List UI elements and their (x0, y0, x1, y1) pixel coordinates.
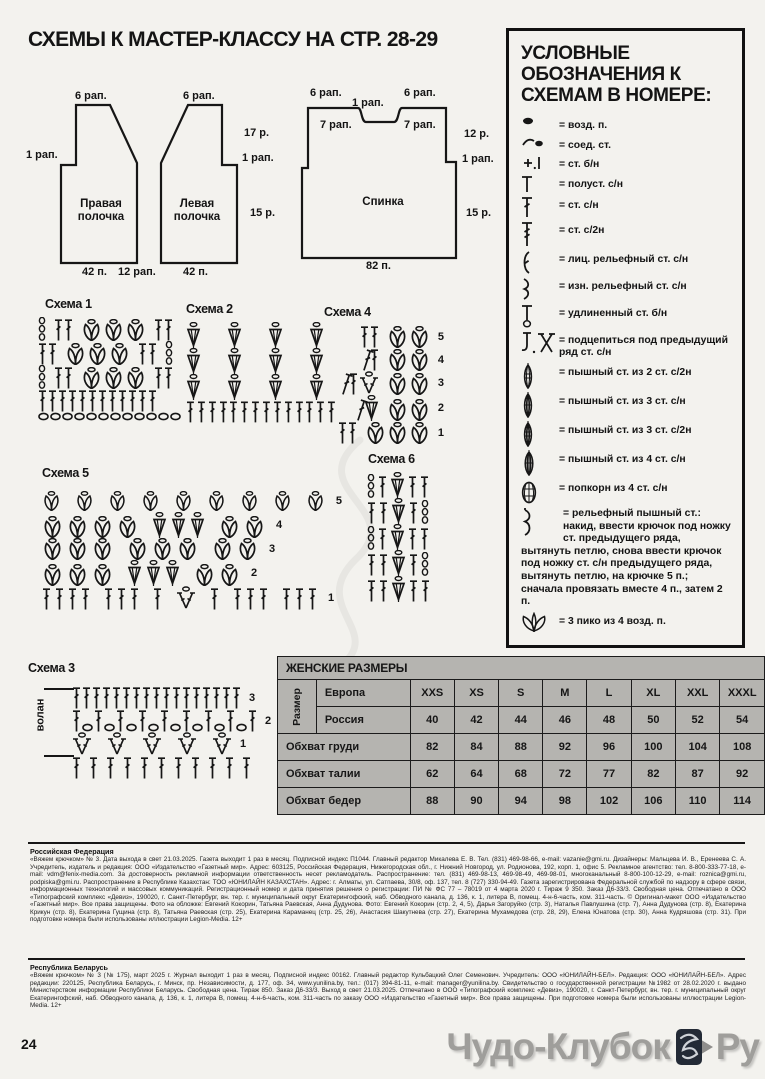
measure-label: 1 рап. (26, 149, 58, 161)
measure-label: 15 р. (250, 207, 276, 219)
size-cell: 102 (587, 788, 631, 815)
footer-by-text: «Вяжем крючком» № 3 (№ 175), март 2025 г. Журнал выходит 1 раз в месяц. Подписной индекс 00162. Главный редактор Кульбацкий Олег Семенович. Учредитель: ООО «ЮНИЛАЙН-БЕЛ». Редакция: ООО «ЮНИЛАЙН-БЕЛ». Адрес редакции: 220125, Республика Беларусь, г. Минск, пр. Независимости, д. 177, оф. 34, www.yunilina.by, тел.: (017) 394-81-11, e-mail: manager@yunilina.by. Свидетельство о государственной регистрации №1982 от 28.02.2020 г. выдано Министерством информации Республики Беларусь. Свободная цена. Тираж 850. Заказ Д6-33/3. Выход в свет 21.03.2025. Отпечатано в ООО «Типографский комплекс «Девиз», 190020, г. Санкт-Петербург, вн. тер. г. муниципальный округ Екатерингофский, наб. Обводного канала, д. 136, к. 1, литера В, помещ. 4-н-6-часть, ком. 311-часть по заказу ООО «Издательство «Газетный мир». Все права защищены. При подготовке номера были использованы иллюстрации Legion-Media. 12+ (30, 972, 746, 1009)
under-icon (521, 331, 559, 355)
size-cell: S (499, 680, 543, 707)
size-cell: XXL (675, 680, 719, 707)
measure-label: 7 рап. (320, 119, 352, 131)
size-cell: 82 (631, 761, 675, 788)
footer-rf-text: «Вяжем крючком» № 3. Дата выхода в свет 21.03.2025. Газета выходит 1 раз в месяц. Подписной индекс П1044. Главный редактор Микалева Е. В. Тел. (831) 469-98-66, e-mail: vazanie@gmi.ru. Дизайнеры: Мальцева И. В., Еренеева С. А. Учредитель, издатель и редакция: ООО «Издательство «Газетный мир». Адрес: 603125, Российская Федерация, Нижегородская обл., г. Нижний Новгород, ул. Родионова, 192, корп. 1, офис 5. Рекламное агентство: тел. 8-800-333-77-18, e-mail: vdm@fenix-media.com. За достоверность рекламной информации ответственность несет рекламодатель. Распространение: тел. (831) 469-98-13, 469-98-49, 469-98-01, многоканальный 8-800-100-12-29, e-mail: roznica@gmi.ru, podpiska@gmi.ru. Распространение в Республике Казахстан: ТОО «ЮНИЛАЙН КАЗАХСТАН». Адрес: г. Алматы, ул. Сатпаева, 30/8, оф. 137, тел. 8 (727) 330-94-49. Газета зарегистрирована Федеральной службой по надзору в сфере связи, информационных технологий и массовых коммуникаций. Регистрационный номер и дата принятия решения о регистрации: ПИ № ФС 77 – 78019 от 4 марта 2020 г. Тираж 9 350. Заказ Д6-33/3. Свободная цена. Отпечатано в ООО «Типографский комплекс «Девиз», 190020, г. Санкт-Петербург, вн. тер. г. муниципальный округ Екатерингофский, наб. Обводного канала, д. 136, к. 1, литера В, помещ. 4-н-6-часть, ком. 311-часть. © Оригинал-макет ООО «Издательство «Газетный мир». Все права защищены. Фото на обложке: Евгений Кокорин, Татьяна Раевская, Анна Дудунова. Фото: Евгений Кокорин (стр. 2, 4, 5), Дарья Загоруйко (стр. 3), Наталья Павлушина (стр. 7), Анна Дудунова (стр. 8), Екатерина Крикун (стр. 8), Екатерина Гущина (стр. 8), Татьяна Раевская (стр. 25), Екатерина Караманец (стр. 25, 26), Анастасия Шакутнева (стр. 27), Екатерина Мухамедова (стр. 28, 29), Елена Юнатова (стр. 30), Анна Кудряшова (стр. 31). При подготовке номера были использованы иллюстрации Legion-Media. 12+ (30, 856, 746, 923)
legend-entry-text: = подцепиться под предыдущий ряд ст. с/н (559, 334, 728, 359)
row-number: 1 (328, 592, 335, 604)
row-number: 2 (251, 567, 258, 579)
size-cell: 100 (631, 734, 675, 761)
row-number: 4 (437, 353, 444, 366)
chain-icon (521, 116, 559, 126)
table-corner: Размер (278, 680, 317, 734)
scheme-row (72, 709, 278, 732)
size-cell: 52 (675, 707, 719, 734)
women-sizes-table (277, 656, 765, 815)
scheme-row (72, 686, 278, 709)
size-cell: 110 (675, 788, 719, 815)
size-cell: 54 (720, 707, 765, 734)
size-cell: XL (631, 680, 675, 707)
row-number: 3 (437, 377, 444, 389)
size-cell: 62 (410, 761, 454, 788)
legend-list (521, 116, 732, 632)
size-cell: 114 (720, 788, 765, 815)
footer-rf-header: Российская Федерация (30, 847, 114, 856)
dc-icon (521, 196, 559, 218)
bpdc-icon (521, 277, 559, 301)
row-number: 1 (437, 426, 444, 439)
scheme-3 (28, 661, 278, 779)
legend-title: УСЛОВНЫЕ ОБОЗНАЧЕНИЯ К СХЕМАМ В НОМЕРЕ: (521, 43, 712, 106)
scheme-row (38, 365, 188, 389)
size-cell: 48 (587, 707, 631, 734)
size-cell: 77 (587, 761, 631, 788)
size-cell: XXXL (720, 680, 765, 707)
legend-entry-text: = лиц. рельефный ст. с/н (559, 253, 689, 265)
scheme-row (360, 348, 444, 371)
measure-label: 12 р. (464, 128, 490, 140)
size-cell: 88 (410, 788, 454, 815)
legend-entry (521, 450, 732, 476)
size-cell: 96 (587, 734, 631, 761)
panel-name: Спинка (362, 196, 404, 208)
legend-entry (521, 155, 732, 172)
row-number: 2 (265, 714, 272, 727)
measure-label: 1 рап. (242, 152, 274, 164)
legend-entry-text: = полуст. с/н (559, 178, 623, 190)
row-number: 2 (437, 402, 444, 414)
measure-label: 82 п. (366, 260, 391, 272)
scheme-row (42, 490, 342, 512)
scheme-row (38, 341, 188, 365)
bracket-line (44, 755, 74, 757)
measure-label: 7 рап. (404, 119, 436, 131)
size-cell: 84 (454, 734, 498, 761)
measure-label: 6 рап. (310, 87, 342, 99)
legend-entry-text: = пышный ст. из 2 ст. с/2н (559, 366, 692, 378)
legend-entry-text: = пышный ст. из 3 ст. с/2н (559, 424, 692, 436)
size-cell: 92 (543, 734, 587, 761)
site-watermark (447, 1026, 759, 1068)
row-number: 3 (269, 543, 276, 555)
scheme-row (348, 498, 448, 524)
size-cell: 44 (499, 707, 543, 734)
measure-label: 15 р. (466, 207, 492, 219)
scheme-1-chart (38, 317, 188, 421)
footer-by-header: Республика Беларусь (30, 963, 108, 972)
size-cell: 46 (543, 707, 587, 734)
scheme-row (72, 756, 278, 779)
row-label: Обхват бедер (278, 788, 411, 815)
legend-entry (521, 175, 732, 193)
legend-entry-text: = удлиненный ст. б/н (559, 307, 668, 319)
measure-label: 42 п. (82, 266, 107, 278)
legend-entry (521, 304, 732, 328)
page-title: СХЕМЫ К МАСТЕР-КЛАССУ НА СТР. 28-29 (28, 28, 438, 51)
divider-line (28, 842, 745, 844)
size-cell: 104 (675, 734, 719, 761)
scheme-row (348, 472, 448, 498)
row-number: 3 (249, 691, 256, 704)
scheme-row (348, 524, 448, 550)
legend-entry-text: = 3 пико из 4 возд. п. (559, 615, 666, 627)
size-cell: 50 (631, 707, 675, 734)
measure-label: 1 рап. (462, 153, 494, 165)
size-cell: 68 (499, 761, 543, 788)
legend-entry-text: = ст. б/н (559, 159, 600, 171)
size-cell: L (587, 680, 631, 707)
measure-label: 17 р. (244, 127, 270, 139)
measure-label: 6 рап. (75, 90, 107, 102)
scheme-row (360, 325, 444, 348)
sc-icon (521, 155, 559, 171)
size-cell: 72 (543, 761, 587, 788)
scheme-title: Схема 4 (324, 305, 371, 319)
scheme-5-chart (42, 490, 342, 610)
scheme-row (38, 317, 188, 341)
slip-icon (521, 136, 559, 148)
scheme-row (42, 538, 342, 560)
popcorn-icon (521, 479, 559, 505)
legend-entry-text: = возд. п. (559, 120, 608, 131)
bracket-line (44, 688, 74, 690)
scheme-row (42, 586, 342, 610)
legend-entry (521, 392, 732, 418)
scheme-title: Схема 2 (186, 302, 233, 316)
esc-icon (521, 304, 559, 328)
scheme-title: Схема 5 (42, 466, 89, 480)
legend-entry-text: = ст. с/2н (559, 224, 605, 236)
row-number: 1 (240, 738, 247, 750)
legend-entry-text: = рельефный пышный ст.: накид, ввести крючок под ножку ст. предыдущего ряда, вытянуть петлю, снова ввести крючок под ножку ст. с/н предыдущего ряда, вытянуть петлю, на крючке 5 п.; сначала провязать вместе 4 п., затем 2 п. (521, 507, 731, 608)
row-label: Обхват груди (278, 734, 411, 761)
legend-entry (521, 421, 732, 447)
size-cell: 92 (720, 761, 765, 788)
yarn-ball-arrow-icon (672, 1026, 714, 1068)
legend-entry-text: = соед. ст. (559, 139, 612, 151)
scheme-4-chart (292, 325, 444, 444)
legend-entry (521, 508, 732, 609)
row-number: 5 (335, 495, 342, 507)
scheme-3-chart (72, 686, 278, 779)
scheme-title: Схема 1 (45, 297, 92, 311)
size-cell: 87 (675, 761, 719, 788)
size-cell: 108 (720, 734, 765, 761)
legend-entry (521, 196, 732, 218)
legend-entry (521, 612, 732, 632)
volan-label: волан (34, 698, 47, 732)
size-cell: 82 (410, 734, 454, 761)
legend-entry (521, 331, 732, 360)
scheme-row (38, 412, 188, 421)
legend-entry (521, 221, 732, 247)
scheme-row (72, 732, 278, 756)
legend-entry-text: = попкорн из 4 ст. с/н (559, 482, 668, 494)
reliefpuff-icon (521, 508, 559, 536)
size-cell: M (543, 680, 587, 707)
legend-entry (521, 277, 732, 301)
measure-label: 12 рап. (118, 266, 156, 278)
size-cell: 42 (454, 707, 498, 734)
legend-entry-text: = изн. рельефный ст. с/н (559, 280, 687, 292)
watermark-text-right: Ру (715, 1026, 759, 1067)
scheme-row (38, 389, 188, 412)
panel-name: Левая полочка (173, 198, 221, 223)
scheme-row (348, 550, 448, 576)
size-cell: XXS (410, 680, 454, 707)
tr-icon (521, 221, 559, 247)
scheme-6 (348, 452, 448, 602)
legend-entry (521, 363, 732, 389)
scheme-row (354, 395, 444, 421)
scheme-row (338, 421, 444, 444)
panel-name: Правая полочка (77, 198, 125, 223)
measure-label: 1 рап. (352, 97, 384, 109)
legend-entry-text: = пышный ст. из 4 ст. с/н (559, 453, 686, 465)
measure-label: 42 п. (183, 266, 208, 278)
puff3tr-icon (521, 421, 559, 447)
scheme-row (42, 512, 342, 538)
legend-entry (521, 250, 732, 274)
puff4dc-icon (521, 450, 559, 476)
page-number: 24 (21, 1036, 37, 1052)
picot3-icon (521, 612, 559, 632)
scheme-6-chart (348, 472, 448, 602)
size-cell: 88 (499, 734, 543, 761)
size-cell: 98 (543, 788, 587, 815)
size-cell: 94 (499, 788, 543, 815)
legend-entry (521, 479, 732, 505)
divider-line (28, 958, 745, 960)
measure-label: 6 рап. (183, 90, 215, 102)
row-label: Россия (316, 707, 410, 734)
scheme-5 (42, 466, 342, 610)
scheme-4 (292, 305, 444, 444)
scheme-row (348, 576, 448, 602)
fpdc-icon (521, 250, 559, 274)
size-cell: 106 (631, 788, 675, 815)
scheme-1 (38, 297, 188, 421)
legend-box (506, 28, 745, 648)
legend-entry (521, 116, 732, 133)
hdc-icon (521, 175, 559, 193)
size-cell: XS (454, 680, 498, 707)
legend-entry-text: = ст. с/н (559, 199, 599, 211)
row-number: 4 (276, 519, 283, 531)
size-cell: 40 (410, 707, 454, 734)
puff3dc-icon (521, 392, 559, 418)
scheme-title: Схема 6 (368, 452, 415, 466)
puff2tr-icon (521, 363, 559, 389)
scheme-title: Схема 3 (28, 661, 75, 675)
legend-entry-text: = пышный ст. из 3 ст. с/н (559, 395, 686, 407)
size-cell: 90 (454, 788, 498, 815)
row-label: Европа (316, 680, 410, 707)
scheme-row (339, 371, 444, 395)
row-label: Обхват талии (278, 761, 411, 788)
table-title: ЖЕНСКИЕ РАЗМЕРЫ (278, 657, 765, 680)
scheme-row (42, 560, 342, 586)
watermark-text-left: Чудо-Клубок (446, 1026, 670, 1067)
row-number: 5 (437, 330, 444, 343)
legend-entry (521, 136, 732, 153)
diagram-right-front-shape (58, 103, 143, 265)
size-cell: 64 (454, 761, 498, 788)
diagram-left-front-shape (155, 103, 240, 265)
measure-label: 6 рап. (404, 87, 436, 99)
